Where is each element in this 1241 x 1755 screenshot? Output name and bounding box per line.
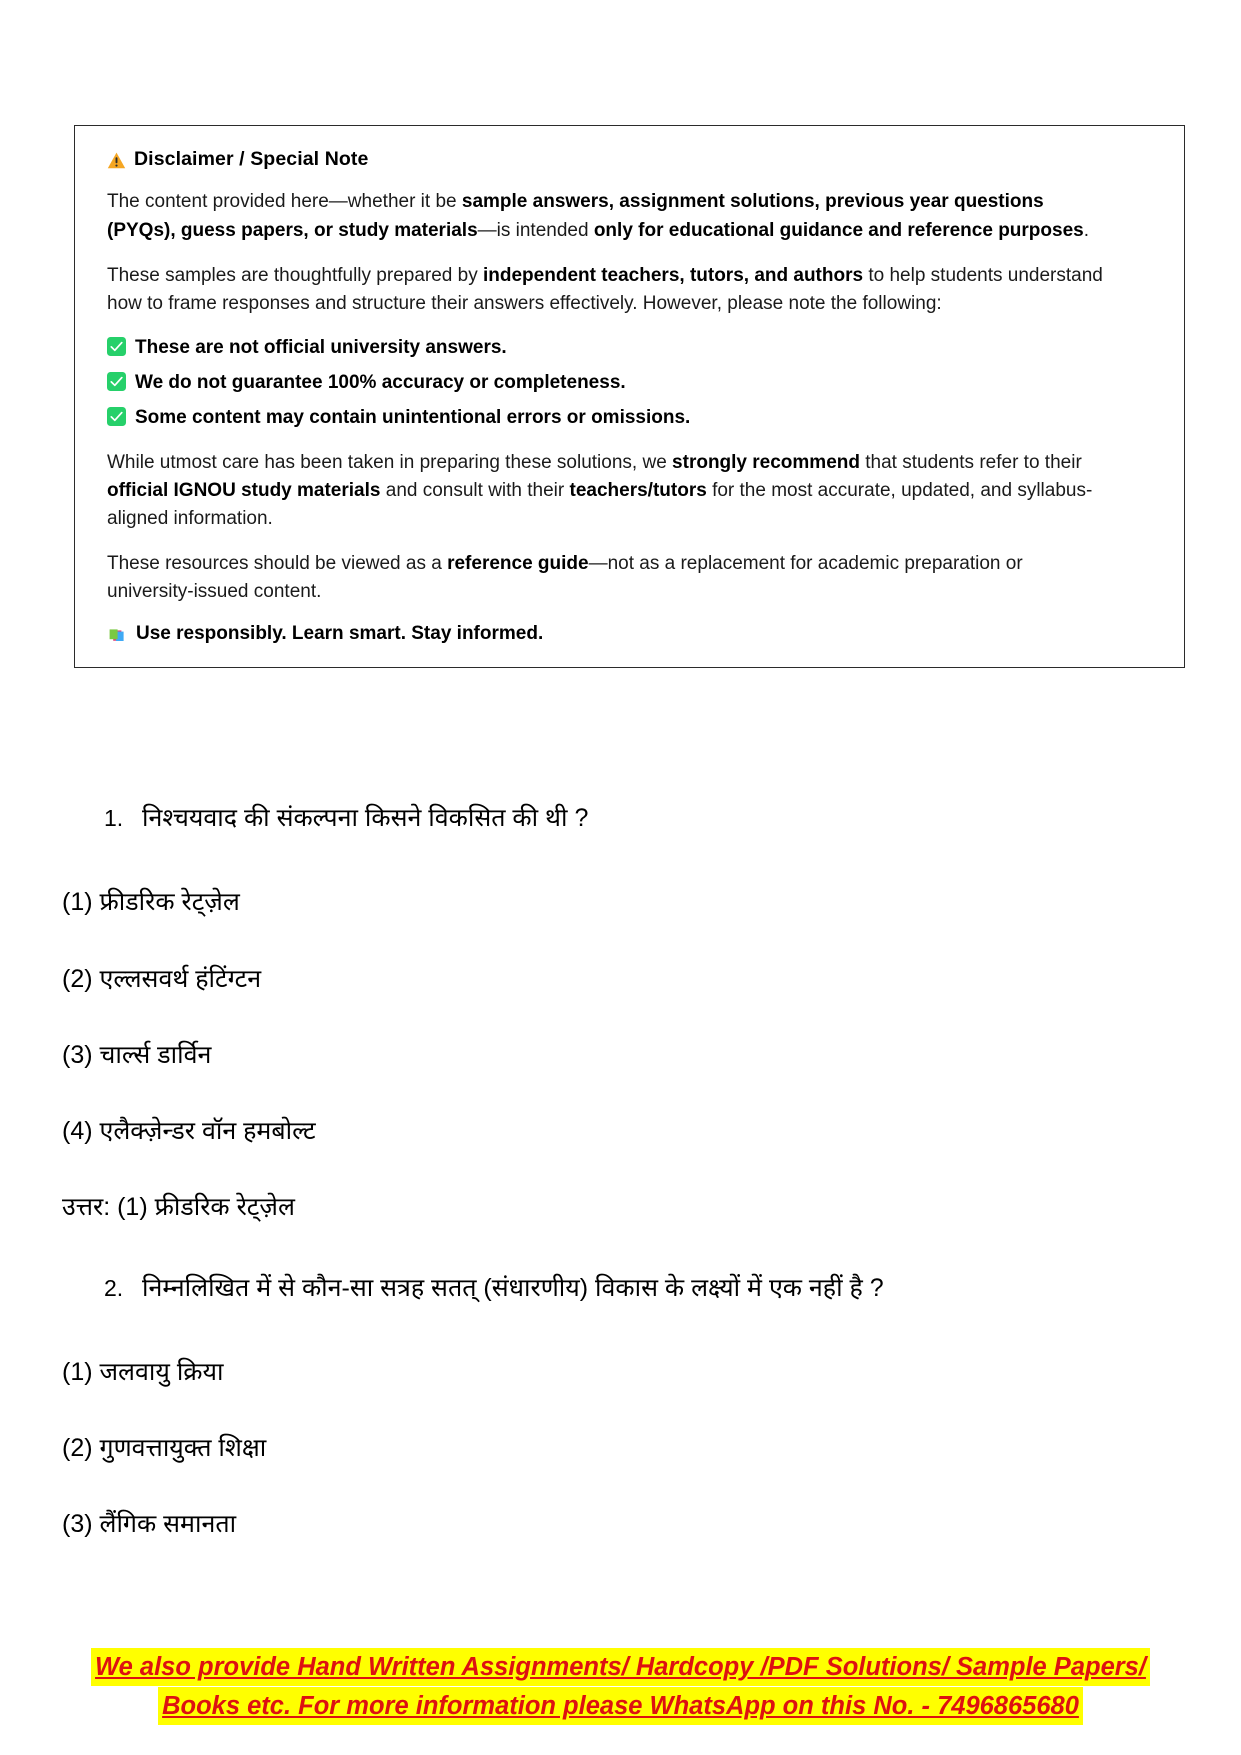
questions-section (0, 800, 1241, 1543)
question-2 (104, 1270, 1241, 1306)
para3-part1: While utmost care has been taken in preparing these solutions, we (107, 451, 673, 473)
para3-part2: that students refer to their (859, 451, 1082, 473)
para3-part4: for the most accurate, updated, and syllabus-aligned information. (107, 479, 1093, 529)
para4-bold1: reference guide (447, 553, 589, 575)
disclaimer-box (74, 125, 1185, 668)
green-check-box-icon (107, 337, 126, 356)
checklist-item-label: We do not guarantee 100% accuracy or completeness. (135, 371, 626, 393)
para3-bold2: official IGNOU study materials (107, 479, 381, 501)
question-1-option-2: (2) एल्लसवर्थ हंटिंग्टन (62, 964, 262, 993)
warning-triangle-icon (107, 151, 126, 170)
question-2-number: 2. (104, 1274, 124, 1301)
question-2-option-3: (3) लैंगिक समानता (62, 1510, 237, 1539)
question-1-text: निश्चयवाद की संकल्पना किसने विकसित की थी ? (142, 804, 589, 832)
promo-banner (0, 1648, 1241, 1725)
para2-part2: to help students understand how to frame responses and structure their answers effectively. However, please note the following: (107, 264, 1103, 314)
para3-part3: and consult with their (380, 479, 570, 501)
disclaimer-paragraph-2 (107, 262, 1107, 318)
para3-bold3: teachers/tutors (569, 479, 707, 501)
final-line-text: Use responsibly. Learn smart. Stay informed. (136, 623, 544, 645)
question-2-option-2: (2) गुणवत्तायुक्त शिक्षा (62, 1434, 267, 1462)
checklist-item-label: These are not official university answers. (135, 336, 507, 358)
disclaimer-paragraph-4 (107, 550, 1107, 606)
para1-part1: The content provided here—whether it be (107, 191, 462, 213)
para4-part1: These resources should be viewed as a (107, 553, 448, 575)
disclaimer-heading-text: Disclaimer / Special Note (134, 148, 369, 170)
question-1-option-1: (1) फ्रीडरिक रेट्ज़ेल (62, 888, 240, 917)
checklist-item-label: Some content may contain unintentional errors or omissions. (135, 406, 691, 428)
question-1-option-3: (3) चार्ल्स डार्विन (62, 1040, 212, 1069)
disclaimer-paragraph-1 (107, 188, 1107, 244)
para1-bold2: only for educational guidance and reference purposes (593, 219, 1084, 241)
disclaimer-checklist (107, 335, 1158, 432)
para1-bold1: sample answers, assignment solutions, previous year questions (PYQs), guess papers, or study materials (107, 191, 1044, 241)
para2-bold1: independent teachers, tutors, and authors (483, 264, 864, 286)
para1-part3: . (1083, 219, 1089, 241)
disclaimer-final-line (107, 623, 1158, 645)
para4-part2: —not as a replacement for academic preparation or university-issued content. (107, 553, 1023, 603)
disclaimer-heading (107, 148, 1158, 171)
books-icon (107, 625, 127, 645)
question-2-option-1: (1) जलवायु क्रिया (62, 1357, 224, 1386)
checklist-item (107, 370, 1158, 397)
para1-part2: —is intended (477, 219, 594, 241)
checklist-item (107, 335, 1158, 362)
question-1-number: 1. (104, 805, 124, 831)
answer-label: उत्तर: (62, 1193, 111, 1222)
question-1-answer (62, 1189, 1241, 1225)
question-1 (104, 800, 1241, 836)
para2-part1: These samples are thoughtfully prepared by (107, 264, 483, 286)
promo-line-2: Books etc. For more information please WhatsApp on this No. - 7496865680 (158, 1687, 1083, 1725)
disclaimer-paragraph-3 (107, 449, 1107, 533)
question-1-option-4: (4) एलैक्ज़ेन्डर वॉन हमबोल्ट (62, 1117, 316, 1145)
checklist-item (107, 405, 1158, 432)
promo-line-1: We also provide Hand Written Assignments/ Hardcopy /PDF Solutions/ Sample Papers/ (91, 1648, 1150, 1686)
para3-bold1: strongly recommend (672, 451, 860, 473)
green-check-box-icon (107, 372, 126, 391)
answer-value: (1) फ्रीडरिक रेट्ज़ेल (117, 1193, 295, 1222)
question-2-text: निम्नलिखित में से कौन-सा सत्रह सतत् (संधारणीय) विकास के लक्ष्यों में एक नहीं है ? (142, 1273, 884, 1302)
green-check-box-icon (107, 407, 126, 426)
